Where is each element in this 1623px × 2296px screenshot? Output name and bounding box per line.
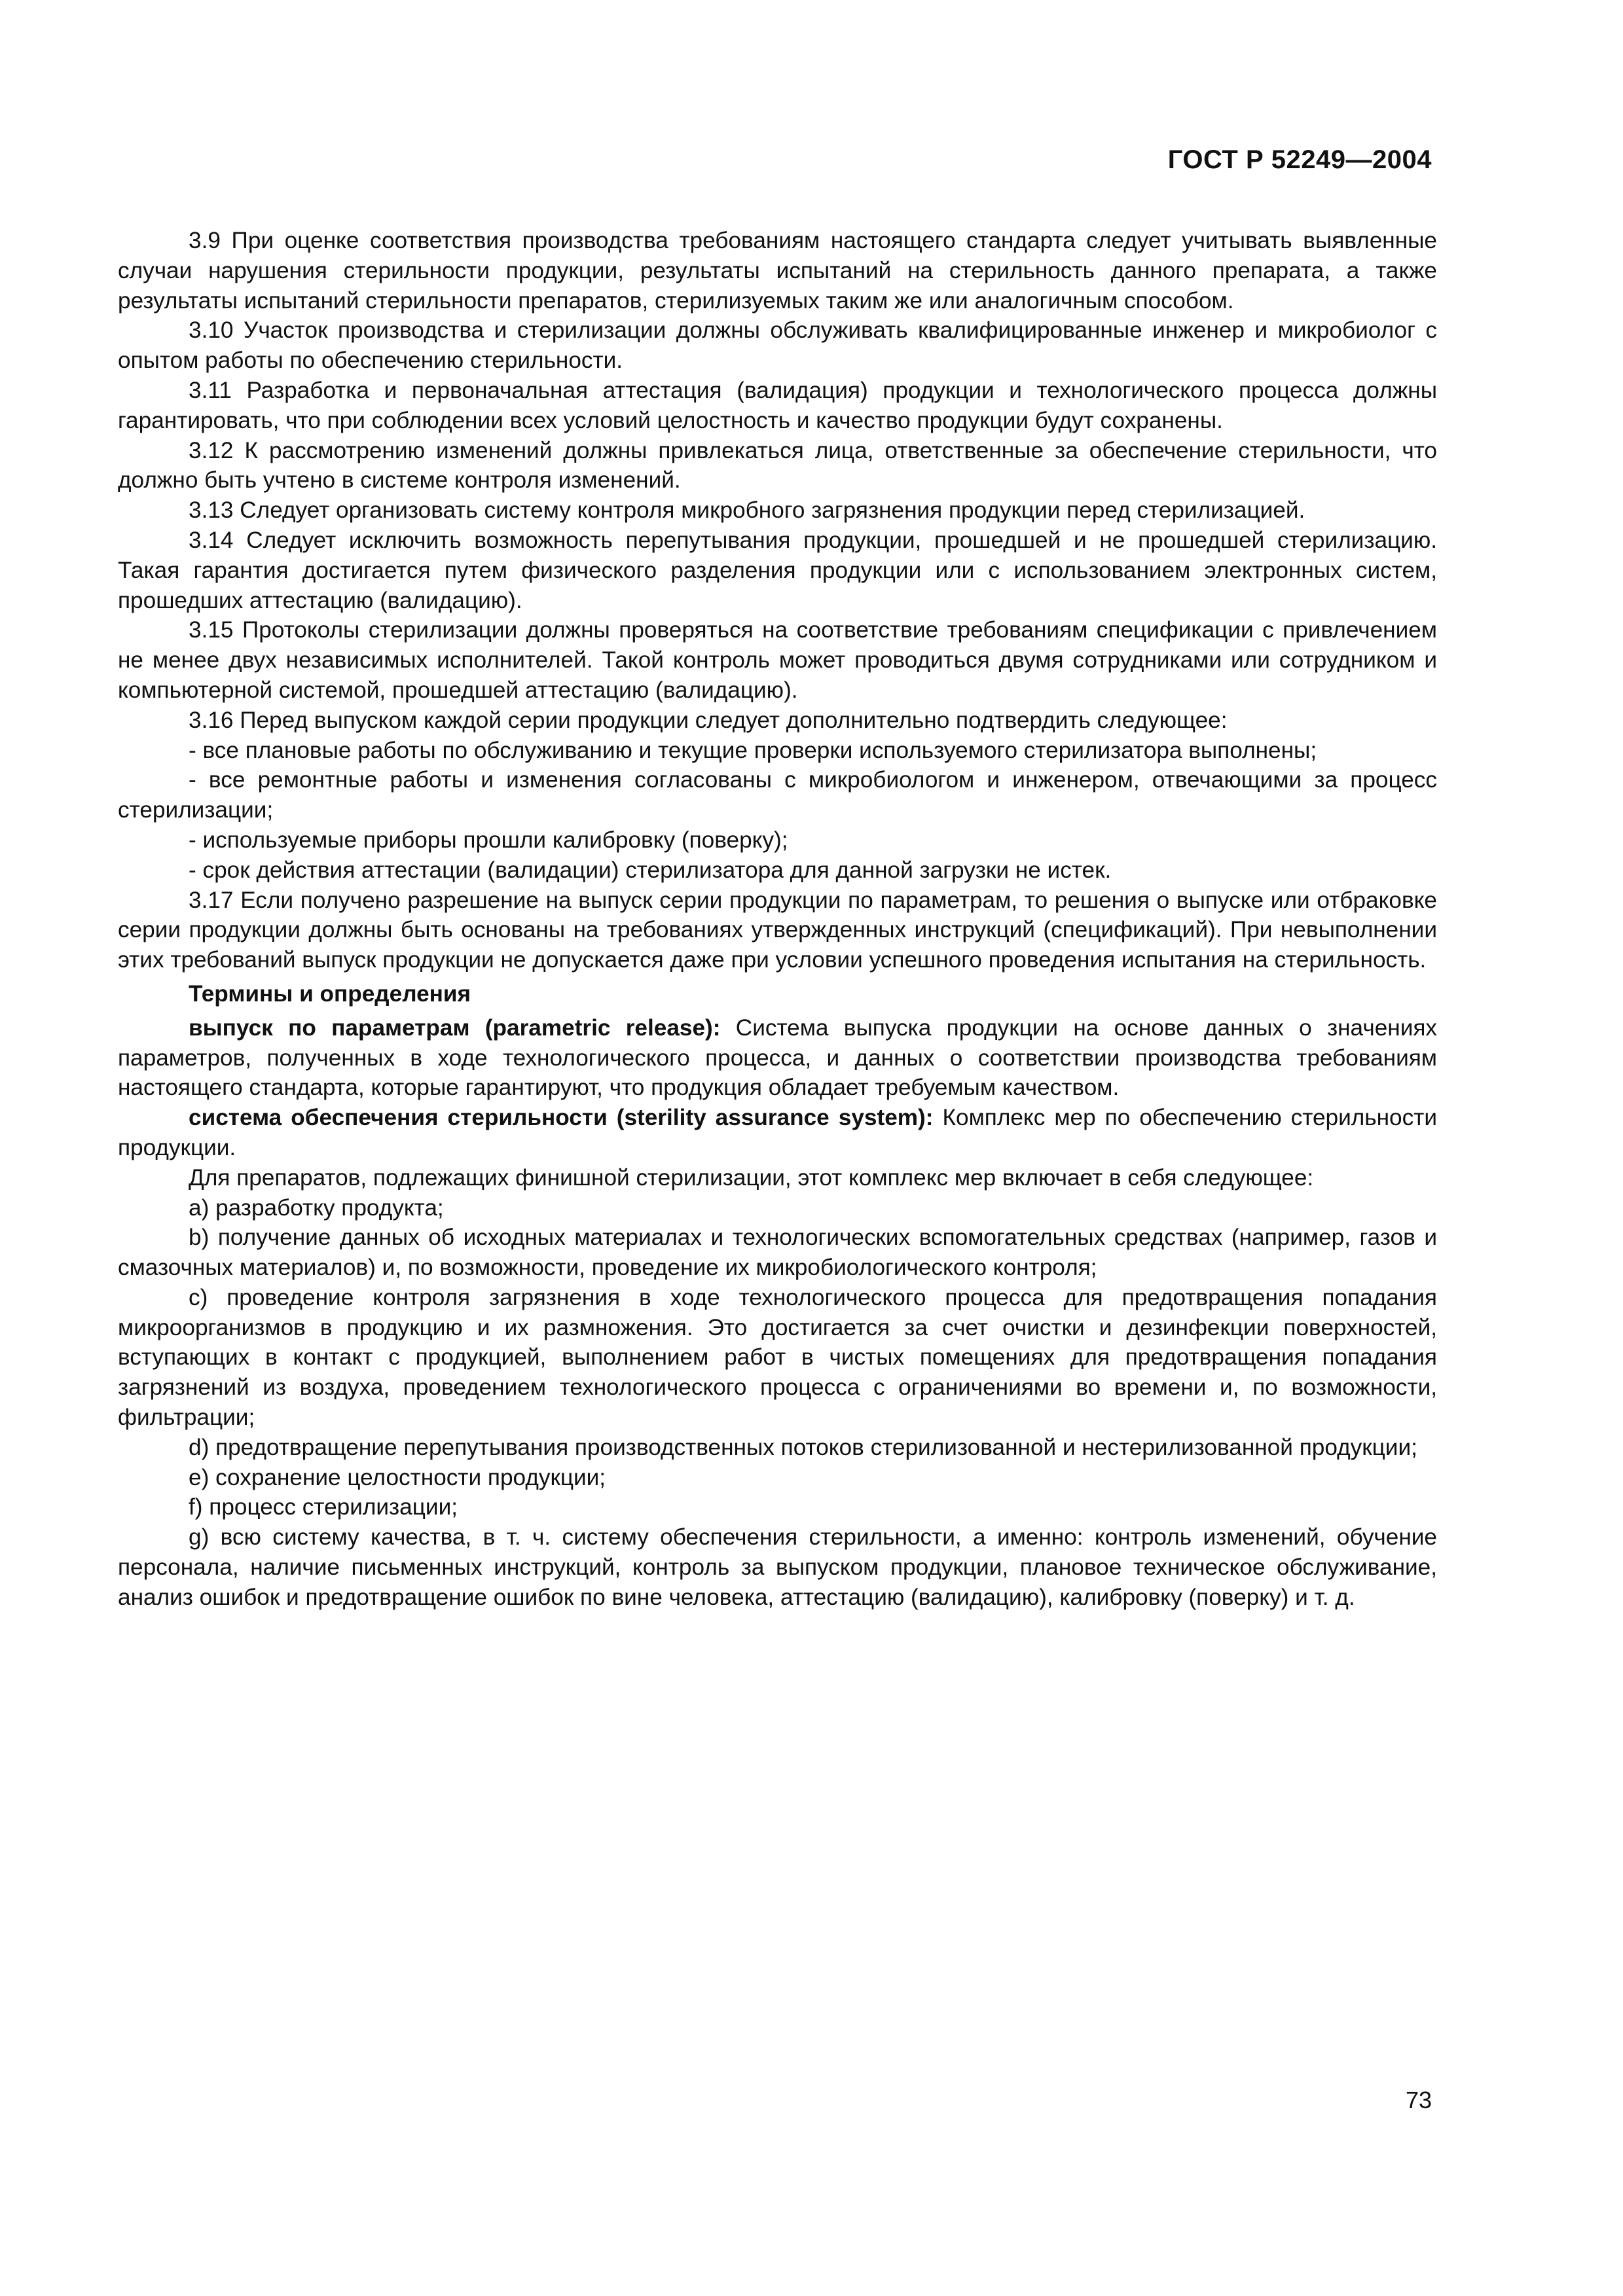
- list-item-f: f) процесс стерилизации;: [189, 1494, 458, 1520]
- list-item-g: g) всю систему качества, в т. ч. систему обеспечения стерильности, а именно: контроль изменений, обучение персонала, наличие письменных инструкций, контроль за выпуском продукции, плановое техническое обслуживание, анализ ошибок и предотвращение ошибок по вине человека, аттестацию (валидацию), калибровку (поверку) и т. д.: [118, 1524, 1437, 1610]
- paragraph-3-17: 3.17 Если получено разрешение на выпуск серии продукции по параметрам, то решения о выпуске или отбраковке серии продукции должны быть основаны на требованиях утвержденных инструкций (спецификаций). При невыполнении этих требований выпуск продукции не допускается даже при условии успешного проведения испытания на стерильность.: [118, 887, 1437, 973]
- document-id-header: ГОСТ Р 52249—2004: [1167, 145, 1432, 174]
- list-item-e: e) сохранение целостности продукции;: [189, 1464, 606, 1490]
- paragraph-3-12: 3.12 К рассмотрению изменений должны привлекаться лица, ответственные за обеспечение стерильности, что должно быть учтено в системе контроля изменений.: [118, 437, 1437, 493]
- definition-text: Система выпуска продукции на основе данных о значениях параметров, полученных в ходе технологического процесса, и данных о соответствии производства требованиям настоящего стандарта, которые гарантируют, что продукция обладает требуемым качеством.: [118, 1014, 1437, 1101]
- definition-sterility-assurance: [118, 1103, 1437, 1163]
- list-item-calibration: - используемые приборы прошли калибровку (поверку);: [189, 827, 788, 853]
- list-item-d: d) предотвращение перепутывания производственных потоков стерилизованной и нестерилизованной продукции;: [189, 1434, 1417, 1460]
- term-parametric-release: выпуск по параметрам (parametric release):: [189, 1014, 721, 1041]
- paragraph-3-15: 3.15 Протоколы стерилизации должны проверяться на соответствие требованиям спецификации с привлечением не менее двух независимых исполнителей. Такой контроль может проводиться двумя сотрудниками или сотрудником и компьютерной системой, прошедшей аттестацию (валидацию).: [118, 617, 1437, 703]
- section-heading-terms: Термины и определения: [189, 980, 471, 1007]
- page-number: 73: [1405, 2087, 1432, 2113]
- paragraph-3-9: 3.9 При оценке соответствия производства требованиям настоящего стандарта следует учитывать выявленные случаи нарушения стерильности продукции, результаты испытаний на стерильность данного препарата, а также результаты испытаний стерильности препаратов, стерилизуемых таким же или аналогичным способом.: [118, 228, 1437, 314]
- list-item-validation-term: - срок действия аттестации (валидации) стерилизатора для данной загрузки не истек.: [189, 857, 1112, 883]
- paragraph-3-11: 3.11 Разработка и первоначальная аттестация (валидация) продукции и технологического процесса должны гарантировать, что при соблюдении всех условий целостность и качество продукции будут сохранены.: [118, 377, 1437, 433]
- paragraph-complex-intro: Для препаратов, подлежащих финишной стерилизации, этот комплекс мер включает в себя следующее:: [189, 1164, 1314, 1191]
- paragraph-3-16: 3.16 Перед выпуском каждой серии продукции следует дополнительно подтвердить следующее:: [189, 707, 1228, 733]
- list-item-a: a) разработку продукта;: [189, 1194, 444, 1221]
- list-item-maintenance: - все плановые работы по обслуживанию и текущие проверки используемого стерилизатора выполнены;: [189, 737, 1317, 763]
- document-body: [118, 226, 1437, 1613]
- list-item-b: b) получение данных об исходных материалах и технологических вспомогательных средствах (например, газов и смазочных материалов) и, по возможности, проведение их микробиологического контроля;: [118, 1225, 1437, 1281]
- list-item-c: c) проведение контроля загрязнения в ходе технологического процесса для предотвращения попадания микроорганизмов в продукцию и их размножения. Это достигается за счет очистки и дезинфекции поверхностей, вступающих в контакт с продукцией, выполнением работ в чистых помещениях для предотвращения попадания загрязнений из воздуха, проведением технологического процесса с ограничениями во времени и, по возможности, фильтрации;: [118, 1284, 1437, 1431]
- term-sterility-assurance: система обеспечения стерильности (sterility assurance system):: [189, 1105, 934, 1131]
- paragraph-3-13: 3.13 Следует организовать систему контроля микробного загрязнения продукции перед стерилизацией.: [189, 497, 1305, 524]
- definition-parametric-release: [118, 1013, 1437, 1103]
- paragraph-3-10: 3.10 Участок производства и стерилизации должны обслуживать квалифицированные инженер и микробиолог с опытом работы по обеспечению стерильности.: [118, 317, 1437, 374]
- paragraph-3-14: 3.14 Следует исключить возможность перепутывания продукции, прошедшей и не прошедшей стерилизацию. Такая гарантия достигается путем физического разделения продукции или с использованием электронных систем, прошедших аттестацию (валидацию).: [118, 527, 1437, 613]
- list-item-repairs: - все ремонтные работы и изменения согласованы с микробиологом и инженером, отвечающими за процесс стерилизации;: [118, 767, 1437, 823]
- definition-text: Комплекс мер по обеспечению стерильности продукции.: [118, 1105, 1437, 1160]
